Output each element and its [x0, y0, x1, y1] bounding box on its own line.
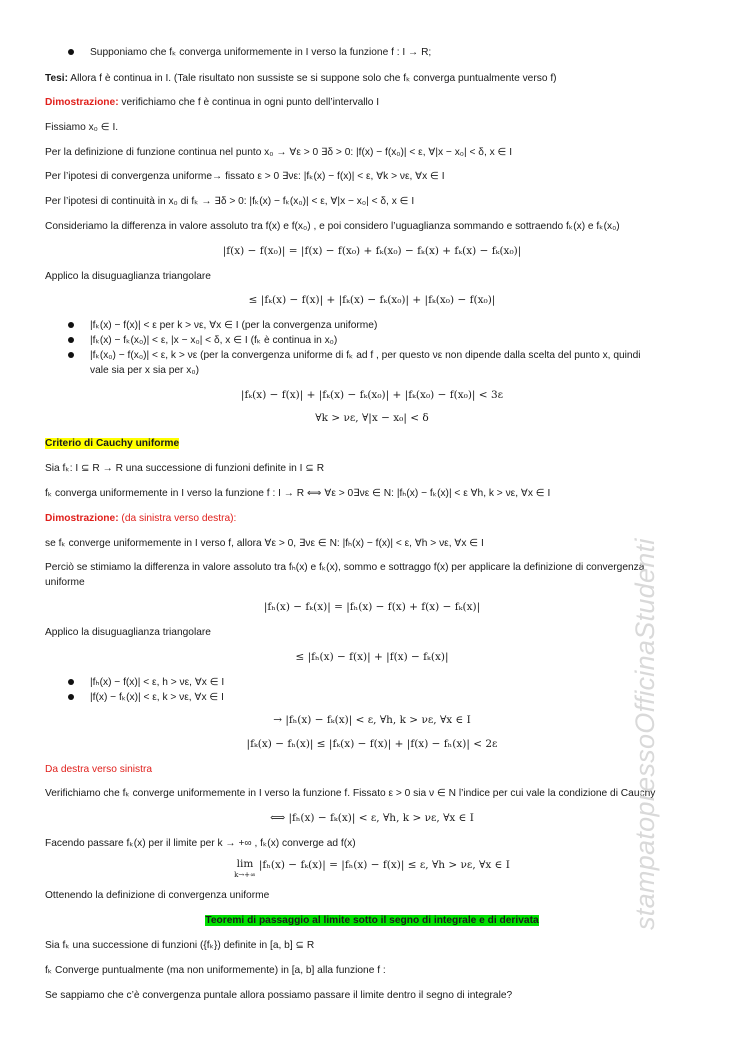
cauchy-criterion-line: fₖ converga uniformemente in I verso la funzione f : I → R ⟺ ∀ε > 0∃νε ∈ N: |fₕ(x) − fₖ(x)| < ε ∀h, k > νε, ∀x ∈ I — [45, 488, 551, 499]
uniform-convergence-line: se fₖ converge uniformemente in I verso f, allora ∀ε > 0, ∃νε ∈ N: |fₕ(x) − f(x)| < ε, ∀h > νε, ∀x ∈ I — [45, 538, 484, 549]
equation-4: ∀k > νε, ∀|x − x₀| < δ — [315, 412, 429, 424]
proof-direction: (da sinistra verso destra): — [118, 513, 237, 524]
bullet-item-3: |fₖ(x₀) − f(x₀)| < ε, k > νε (per la convergenza uniforme di fₖ ad f , per questo νε non dipende dalla scelta del punto x, quindi — [90, 350, 641, 361]
triangle-inequality-line-2: Applico la disuguaglianza triangolare — [45, 627, 211, 638]
theorems-heading: Teoremi di passaggio al limite sotto il segno di integrale e di derivata — [205, 915, 539, 926]
hypothesis-bullet: Supponiamo che fₖ converga uniformemente in I verso la funzione f : I → R; — [90, 47, 432, 58]
difference-line: Consideriamo la differenza in valore assoluto tra f(x) e f(x₀) , e poi considero l’uguaglianza sommando e sottraendo fₖ(x) e fₖ(x₀) — [45, 221, 620, 232]
limit-line: Facendo passare fₖ(x) per il limite per k → +∞ , fₖ(x) converge ad f(x) — [45, 838, 356, 849]
proof-text: verifichiamo che f è continua in ogni punto dell’intervallo I — [118, 97, 380, 108]
integral-question-line: Se sappiamo che c’è convergenza puntale allora possiamo passare il limite dentro il segno di integrale? — [45, 990, 513, 1001]
bullet-item-3-continued: vale sia per x sia per x₀) — [90, 365, 199, 376]
bullet-marker — [68, 352, 74, 358]
proof-line-2 — [45, 512, 699, 525]
bullet-marker — [68, 679, 74, 685]
estimate-line: Perciò se stimiamo la differenza in valore assoluto tra fₕ(x) e fₖ(x), sommo e sottraggo f(x) per applicare la definizione di convergenza — [45, 562, 645, 573]
bullet-item-5: |f(x) − fₖ(x)| < ε, k > νε, ∀x ∈ I — [90, 692, 224, 703]
limit-operator — [234, 859, 256, 881]
bullet-marker — [68, 49, 74, 55]
thesis-line — [45, 72, 699, 85]
bullet-marker — [68, 694, 74, 700]
equation-7: → |fₕ(x) − fₖ(x)| < ε, ∀h, k > νε, ∀x ∈ I — [273, 714, 471, 726]
limit-expression: |fₕ(x) − fₖ(x)| = |fₕ(x) − f(x)| ≤ ε, ∀h > νε, ∀x ∈ I — [258, 859, 510, 871]
bullet-item-2: |fₖ(x) − fₖ(x₀)| < ε, |x − x₀| < δ, x ∈ I (fₖ è continua in x₀) — [90, 335, 338, 346]
triangle-inequality-line: Applico la disuguaglianza triangolare — [45, 271, 211, 282]
limit-subscript: k→+∞ — [234, 871, 256, 879]
watermark: stampatopressoOfficinaStudenti — [630, 538, 660, 930]
pointwise-convergence-line: fₖ Converge puntualmente (ma non uniformemente) in [a, b] alla funzione f : — [45, 965, 386, 976]
limit-symbol: lim — [236, 858, 254, 870]
continuity-hypothesis-line: Per l’ipotesi di continuità in x₀ di fₖ → ∃δ > 0: |fₖ(x) − fₖ(x₀)| < ε, ∀|x − x₀| < δ, x ∈ I — [45, 196, 415, 207]
section-heading-cauchy — [45, 437, 699, 450]
thesis-label: Tesi: — [45, 73, 69, 84]
fix-point-line: Fissiamo x₀ ∈ I. — [45, 122, 119, 133]
bullet-marker — [68, 322, 74, 328]
uniform-convergence-hypothesis-line: Per l’ipotesi di convergenza uniforme→ fissato ε > 0 ∃νε: |fₖ(x) − f(x)| < ε, ∀k > νε, ∀x ∈ I — [45, 171, 445, 182]
equation-6: ≤ |fₕ(x) − f(x)| + |f(x) − fₖ(x)| — [295, 651, 449, 663]
continuity-definition-line: Per la definizione di funzione continua nel punto x₀ → ∀ε > 0 ∃δ > 0: |f(x) − f(x₀)| < ε, ∀|x − x₀| < δ, x ∈ I — [45, 147, 513, 158]
cauchy-heading: Criterio di Cauchy uniforme — [45, 438, 180, 449]
verify-line: Verifichiamo che fₖ converge uniformemente in I verso la funzione f. Fissato ε > 0 sia ν ∈ N l’indice per cui vale la condizione di Cauchy — [45, 788, 656, 799]
proof-label-2: Dimostrazione: — [45, 513, 119, 524]
proof-line — [45, 96, 699, 109]
bullet-item-1: |fₖ(x) − f(x)| < ε per k > νε, ∀x ∈ I (per la convergenza uniforme) — [90, 320, 378, 331]
equation-3: |fₖ(x) − f(x)| + |fₖ(x) − fₖ(x₀)| + |fₖ(x₀) − f(x₀)| < 3ε — [240, 389, 504, 401]
equation-2: ≤ |fₖ(x) − f(x)| + |fₖ(x) − fₖ(x₀)| + |fₖ(x₀) − f(x₀)| — [248, 294, 496, 306]
estimate-line-continued: uniforme — [45, 577, 85, 588]
equation-9: ⟺ |fₕ(x) − fₖ(x)| < ε, ∀h, k > νε, ∀x ∈ I — [270, 812, 474, 824]
equation-5: |fₕ(x) − fₖ(x)| = |fₕ(x) − f(x) + f(x) − fₖ(x)| — [263, 601, 481, 613]
proof-label: Dimostrazione: — [45, 97, 119, 108]
reverse-direction-heading: Da destra verso sinistra — [45, 764, 153, 775]
conclusion-line: Ottenendo la definizione di convergenza uniforme — [45, 890, 270, 901]
equation-8: |fₖ(x) − fₕ(x)| ≤ |fₖ(x) − f(x)| + |f(x) − fₕ(x)| < 2ε — [246, 738, 498, 750]
sequence-interval-line: Sia fₖ una successione di funzioni ({fₖ}) definite in [a, b] ⊆ R — [45, 940, 315, 951]
equation-1: |f(x) − f(x₀)| = |f(x) − f(x₀) + fₖ(x₀) − fₖ(x) + fₖ(x) − fₖ(x₀)| — [222, 245, 522, 257]
bullet-item-4: |fₕ(x) − f(x)| < ε, h > νε, ∀x ∈ I — [90, 677, 225, 688]
sequence-definition-line: Sia fₖ: I ⊆ R → R una successione di funzioni definite in I ⊆ R — [45, 463, 325, 474]
thesis-text: Allora f è continua in I. (Tale risultato non sussiste se si suppone solo che fₖ converga puntualmente verso f) — [68, 73, 557, 84]
bullet-marker — [68, 337, 74, 343]
